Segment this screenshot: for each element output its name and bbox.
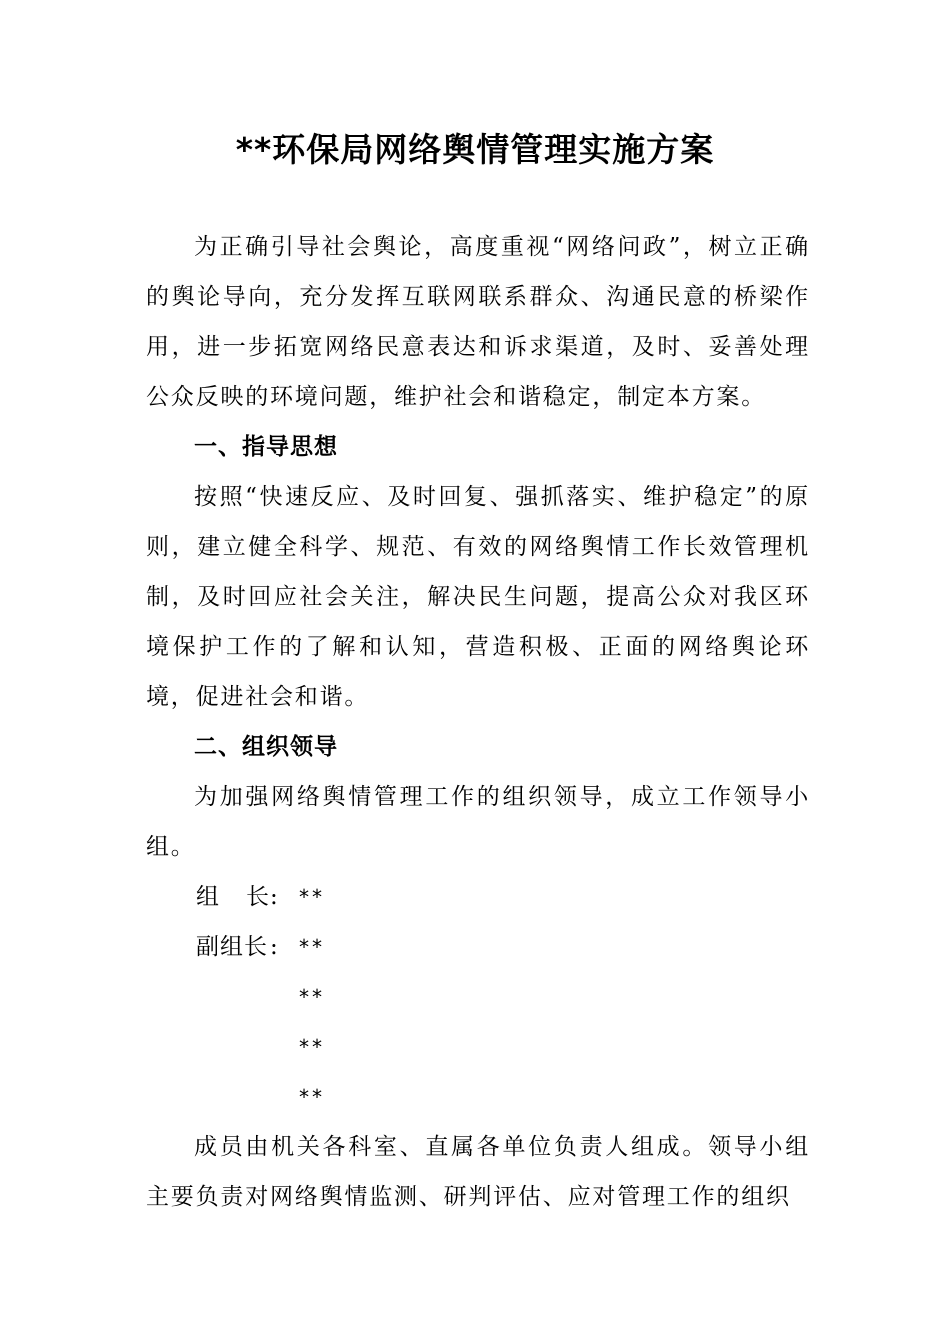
deputy-name: **: [298, 1035, 325, 1059]
leader-colon: :: [270, 884, 279, 910]
deputy-label: 副组长: [196, 934, 268, 960]
document-body: [146, 222, 810, 1222]
leader-label-char1: 组: [196, 884, 219, 910]
document-title: **环保局网络舆情管理实施方案: [235, 130, 715, 169]
deputy-name: **: [298, 985, 325, 1009]
deputy-line: [146, 1022, 810, 1072]
leader-name: **: [298, 885, 325, 909]
deputy-name: **: [298, 1085, 325, 1109]
leader-line: [146, 872, 810, 922]
deputy-colon: :: [270, 934, 279, 960]
organization-paragraph: 为加强网络舆情管理工作的组织领导，成立工作领导小组。: [146, 784, 810, 860]
deputy-line: [146, 972, 810, 1022]
members-paragraph: 成员由机关各科室、直属各单位负责人组成。领导小组主要负责对网络舆情监测、研判评估、应对管理工作的组织: [146, 1134, 810, 1210]
deputy-line: [146, 1072, 810, 1122]
intro-paragraph: 为正确引导社会舆论，高度重视“网络问政”，树立正确的舆论导向，充分发挥互联网联系群众、沟通民意的桥梁作用，进一步拓宽网络民意表达和诉求渠道，及时、妥善处理公众反映的环境问题，维护社会和谐稳定，制定本方案。: [146, 234, 810, 410]
section-heading-guiding-ideology: 一、指导思想: [194, 434, 338, 460]
deputy-name: **: [298, 935, 325, 959]
guiding-ideology-paragraph: 按照“快速反应、及时回复、强抓落实、维护稳定”的原则，建立健全科学、规范、有效的网络舆情工作长效管理机制，及时回应社会关注，解决民生问题，提高公众对我区环境保护工作的了解和认知，营造积极、正面的网络舆论环境，促进社会和谐。: [146, 484, 810, 710]
leader-label-char2: 长: [246, 884, 269, 910]
deputy-line: [146, 922, 810, 972]
section-heading-organization: 二、组织领导: [194, 734, 338, 760]
